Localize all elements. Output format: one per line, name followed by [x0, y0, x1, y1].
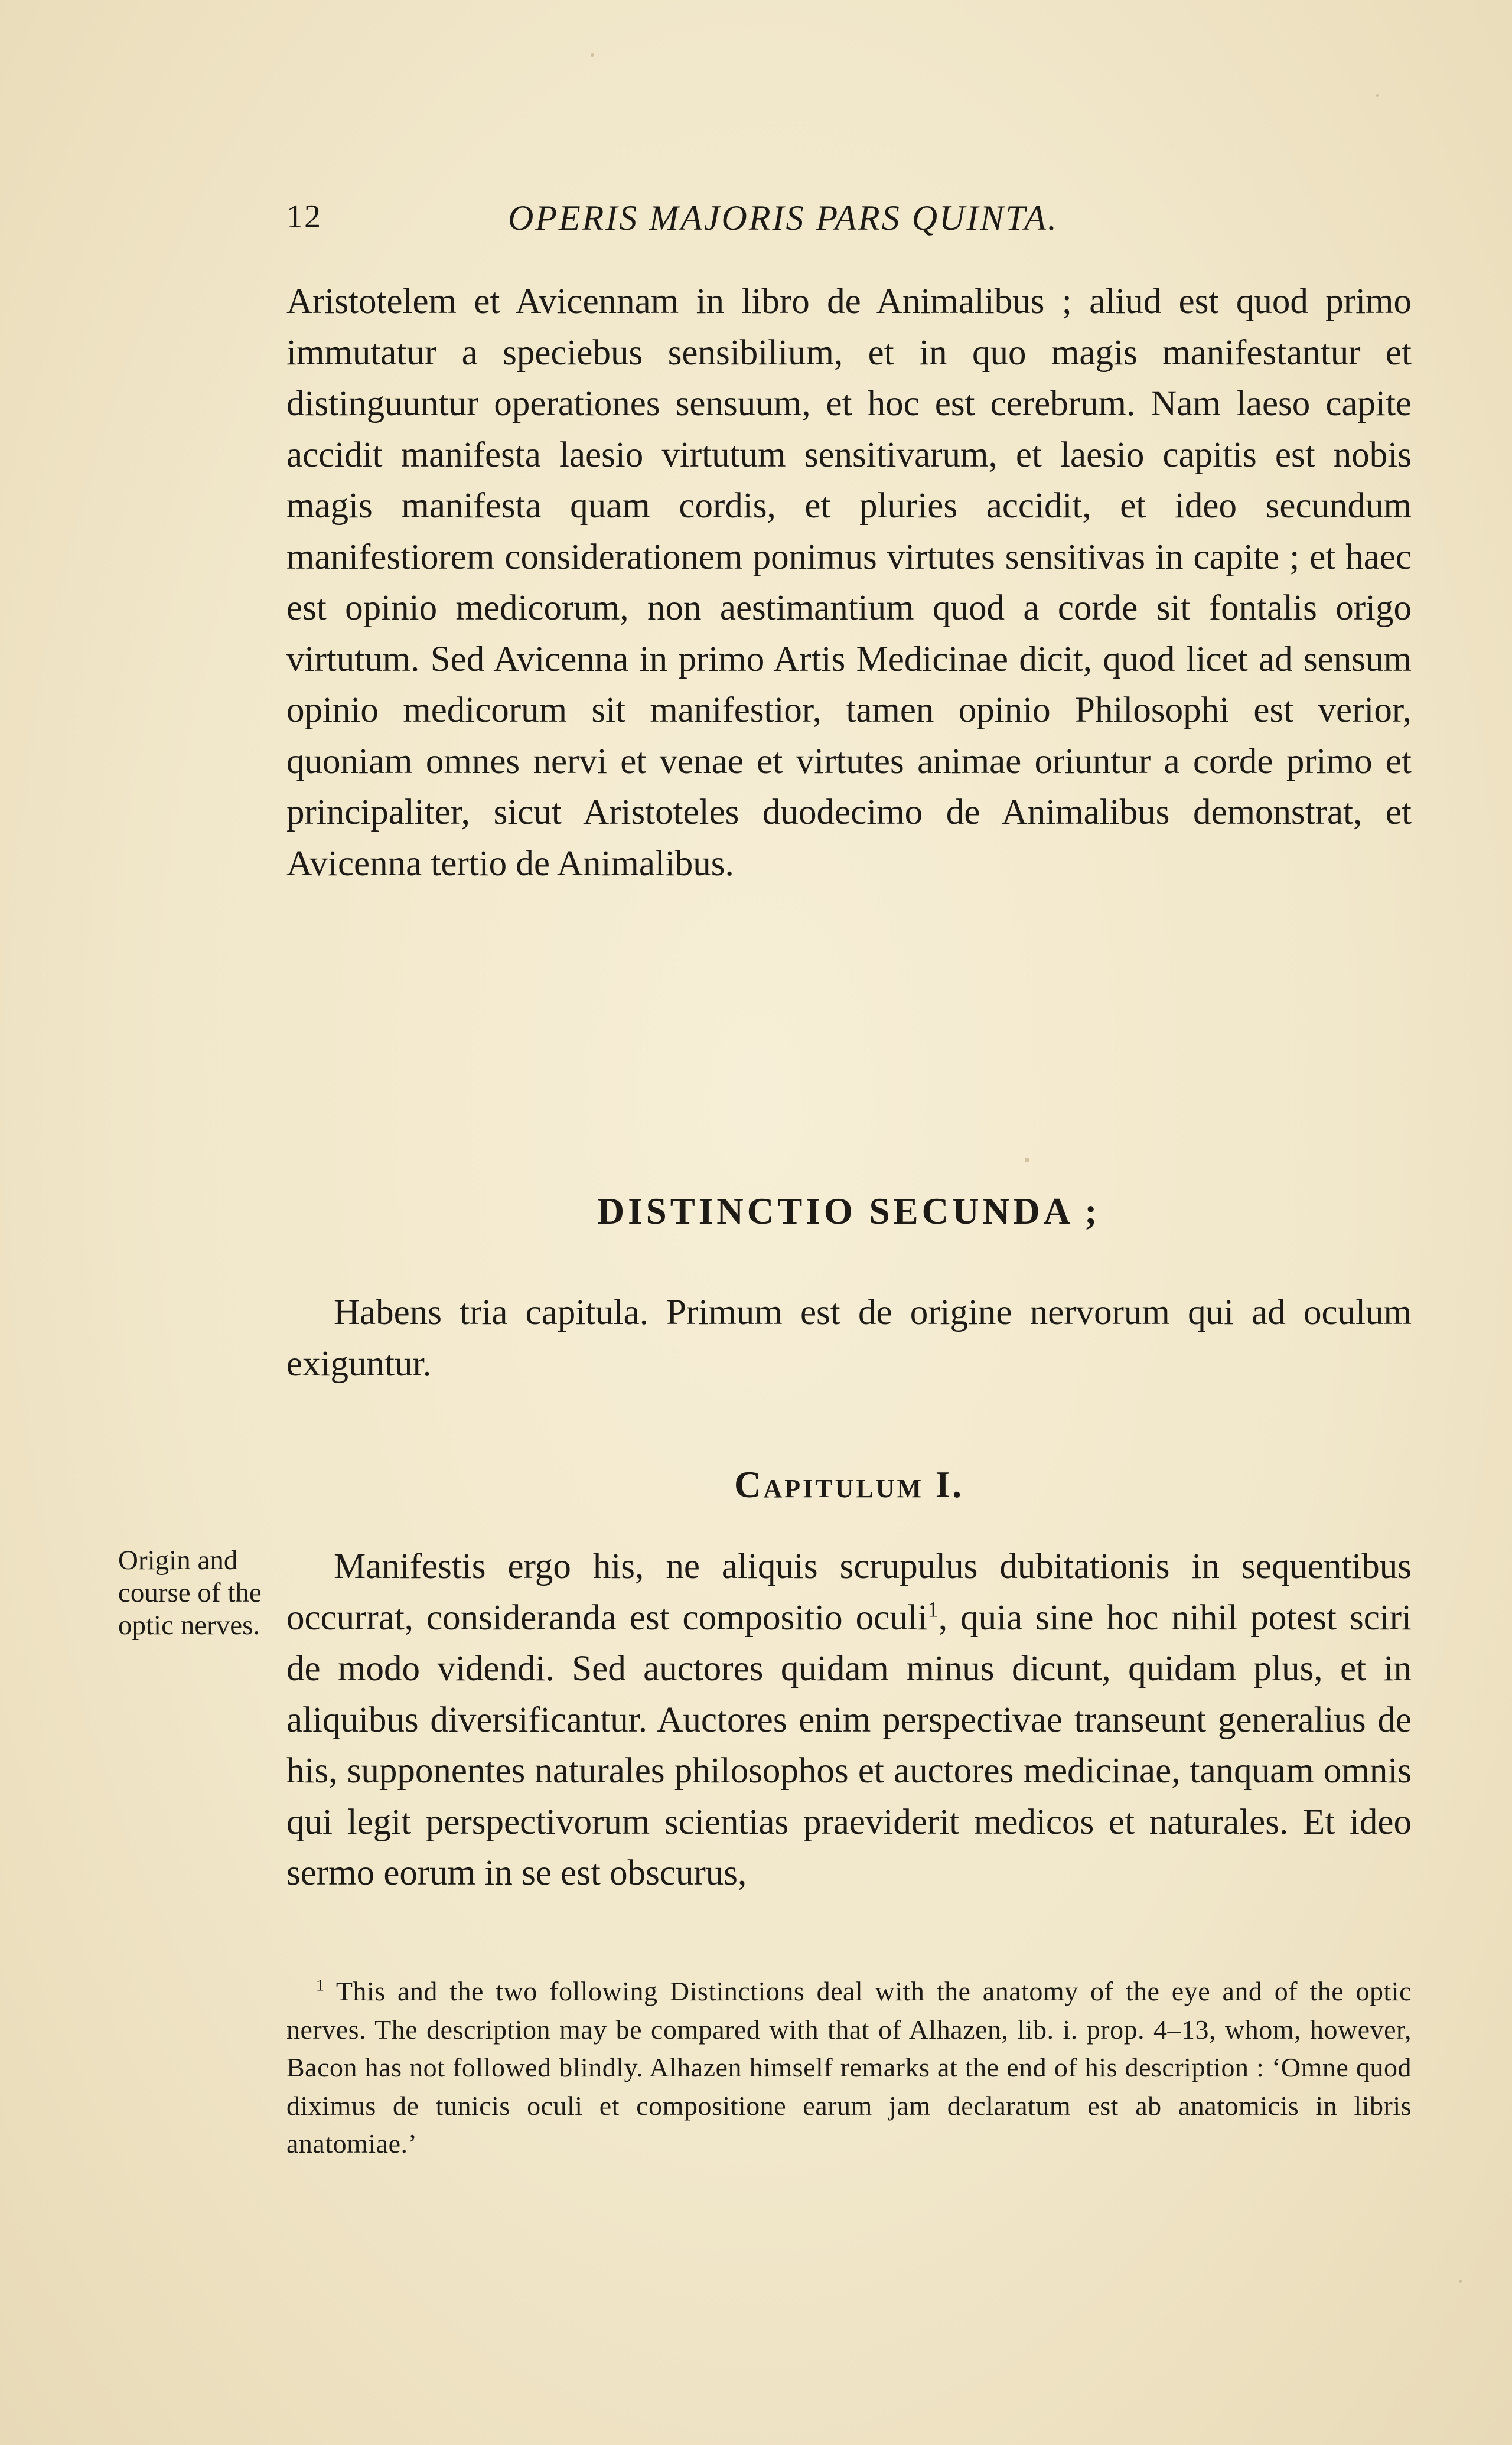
- continuation-paragraph: Aristotelem et Avicennam in libro de Animalibus ; aliud est quod primo immutatur a speciebus sensibilium, et in quo magis manifestantur et distinguuntur operationes sensuum, et hoc est cerebrum. Nam laeso capite accidit manifesta laesio virtutum sensitivarum, et laesio capitis est nobis magis manifesta quam cordis, et pluries accidit, et ideo secundum manifestiorem considerationem ponimus virtutes sensitivas in capite ; et haec est opinio medicorum, non aestimantium quod a corde sit fontalis origo virtutum. Sed Avicenna in primo Artis Medicinae dicit, quod licet ad sensum opinio medicorum sit manifestior, tamen opinio Philosophi est verior, quoniam omnes nervi et venae et virtutes animae oriuntur a corde primo et principaliter, sicut Aristoteles duodecimo de Animalibus demonstrat, et Avicenna tertio de Animalibus.: [286, 282, 1412, 884]
- page-number: 12: [286, 198, 322, 235]
- chapter-text-end: , quia sine hoc nihil potest sciri de modo videndi. Sed auctores quidam minus dicunt, quidam plus, et in aliquibus diversificantur. Auctores enim perspectivae transeunt generalius de his, supponentes naturales philosophos et auctores medicinae, tanquam omnis qui legit perspectivorum scientias praeviderit medicos et naturales. Et ideo sermo eorum in se est obscurus,: [286, 1598, 1412, 1893]
- continuation-text-block: [286, 276, 1412, 889]
- running-title: OPERIS MAJORIS PARS QUINTA.: [508, 198, 1058, 237]
- paper-speck: [1376, 94, 1379, 97]
- footnote-text: This and the two following Distinctions deal with the anatomy of the eye and of the optic nerves. The description may be compared with that of Alhazen, lib. i. prop. 4–13, whom, however, Bacon has not followed blindly. Alhazen himself remarks at the end of his description : ‘Omne quod diximus de tunicis oculi et compositione earum jam declaratum est ab anatomicis in libris anatomiae.’: [286, 1976, 1412, 2159]
- footnote: [286, 1973, 1412, 2163]
- paper-speck: [1025, 1158, 1029, 1162]
- distinction-summary: Habens tria capitula. Primum est de origine nervorum qui ad oculum exiguntur.: [286, 1293, 1412, 1384]
- footnote-reference: 1: [927, 1597, 939, 1622]
- distinction-heading: DISTINCTIO SECUNDA ;: [597, 1191, 1101, 1232]
- footnote-marker: 1: [316, 1975, 325, 1994]
- chapter-text-block: [286, 1541, 1412, 1899]
- chapter-text-start: Manifestis ergo his, ne aliquis scrupulus dubitationis in sequentibus occurrat, consideranda est compositio oculi: [286, 1547, 1412, 1638]
- chapter-paragraph: [286, 1541, 1412, 1899]
- margin-note: Origin and course of the optic nerves.: [118, 1545, 262, 1641]
- footnote-block: [286, 1973, 1412, 2163]
- distinction-summary-block: [286, 1287, 1412, 1390]
- paper-speck: [1459, 2280, 1462, 2283]
- page-header: [286, 198, 1412, 251]
- paper-speck: [591, 53, 594, 57]
- chapter-heading: Capitulum I.: [734, 1464, 964, 1505]
